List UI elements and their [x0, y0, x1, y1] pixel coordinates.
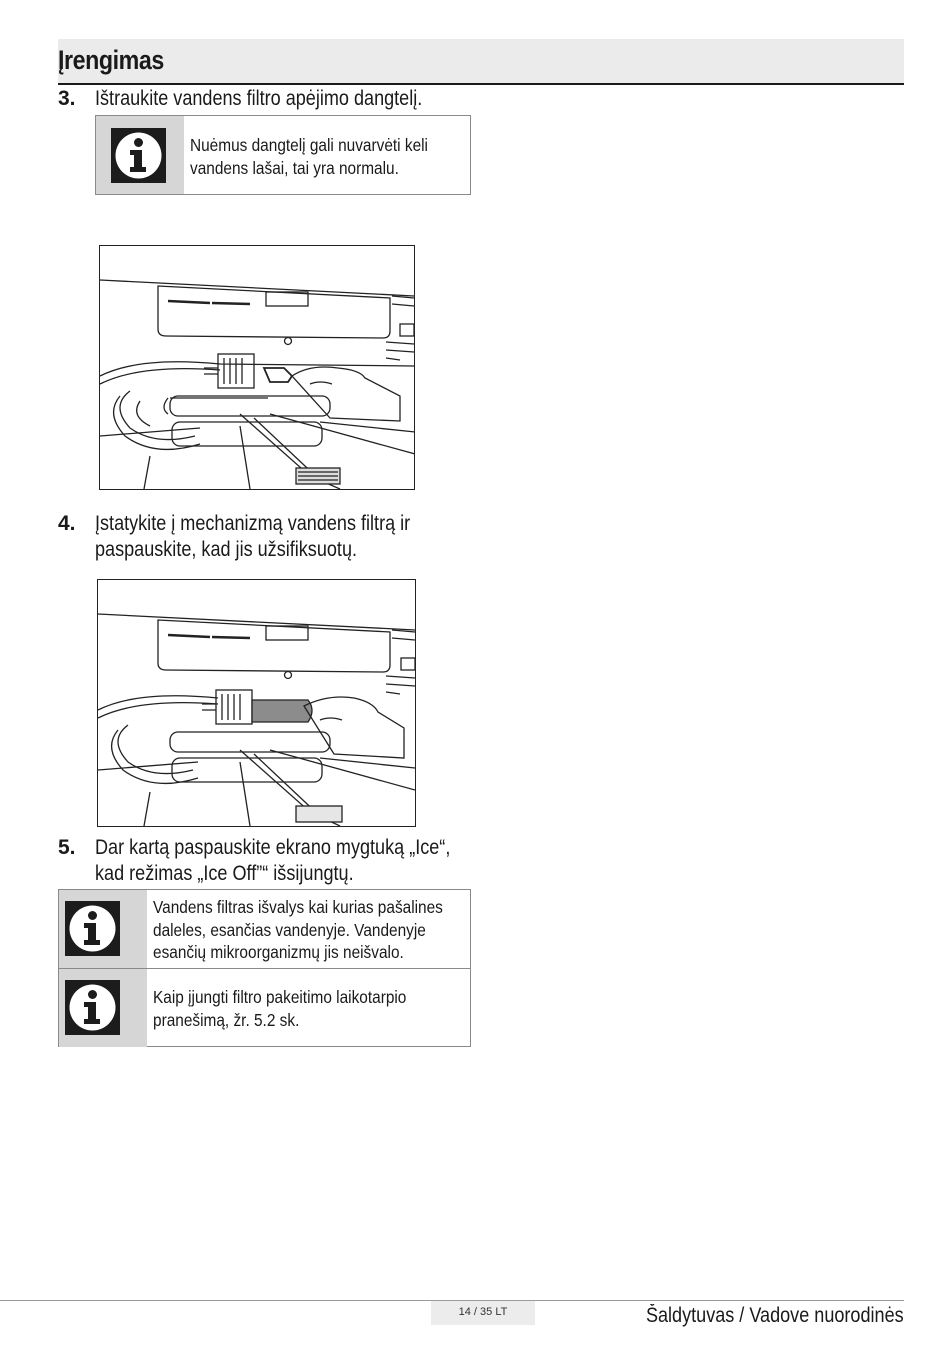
- page-title: Įrengimas: [58, 45, 164, 75]
- note-text-line: esančių mikroorganizmų jis neišvalo.: [153, 942, 404, 962]
- step-text-line: paspauskite, kad jis užsifiksuotų.: [95, 538, 358, 561]
- info-note: [59, 968, 470, 1047]
- header-bar: [58, 39, 904, 85]
- note-text-line: Vandens filtras išvalys kai kurias pašalines: [153, 897, 443, 917]
- step-number: 3.: [58, 87, 76, 110]
- footer-title: Šaldytuvas / Vadove nuorodinės: [646, 1304, 904, 1327]
- note-text-line: daleles, esančias vandenyje. Vandenyje: [153, 919, 426, 940]
- step-text-line: Įstatykite į mechanizmą vandens filtrą ir: [95, 512, 411, 535]
- note-text-line: vandens lašai, tai yra normalu.: [190, 157, 399, 178]
- step-number: 5.: [58, 836, 76, 859]
- info-icon: [65, 901, 120, 956]
- info-icon: [65, 980, 120, 1035]
- note-text-line: Kaip įjungti filtro pakeitimo laikotarpio: [153, 987, 407, 1007]
- step-text-line: kad režimas „Ice Off”“ išsijungtų.: [95, 862, 354, 885]
- info-note: [59, 890, 470, 968]
- info-icon: [111, 128, 166, 183]
- info-note: [95, 115, 471, 195]
- info-note-group: [58, 889, 471, 1047]
- note-text-line: pranešimą, žr. 5.2 sk.: [153, 1009, 300, 1030]
- step-number: 4.: [58, 512, 76, 535]
- page-number: 14 / 35 LT: [431, 1301, 535, 1325]
- step-text-line: Dar kartą paspauskite ekrano mygtuką „Ice“,: [95, 836, 451, 859]
- filter-insertion-illustration: [97, 579, 416, 827]
- filter-cap-removal-illustration: [99, 245, 415, 490]
- step-text-line: Ištraukite vandens filtro apėjimo dangtelį.: [95, 87, 423, 110]
- note-text-line: Nuėmus dangtelį gali nuvarvėti keli: [190, 135, 428, 155]
